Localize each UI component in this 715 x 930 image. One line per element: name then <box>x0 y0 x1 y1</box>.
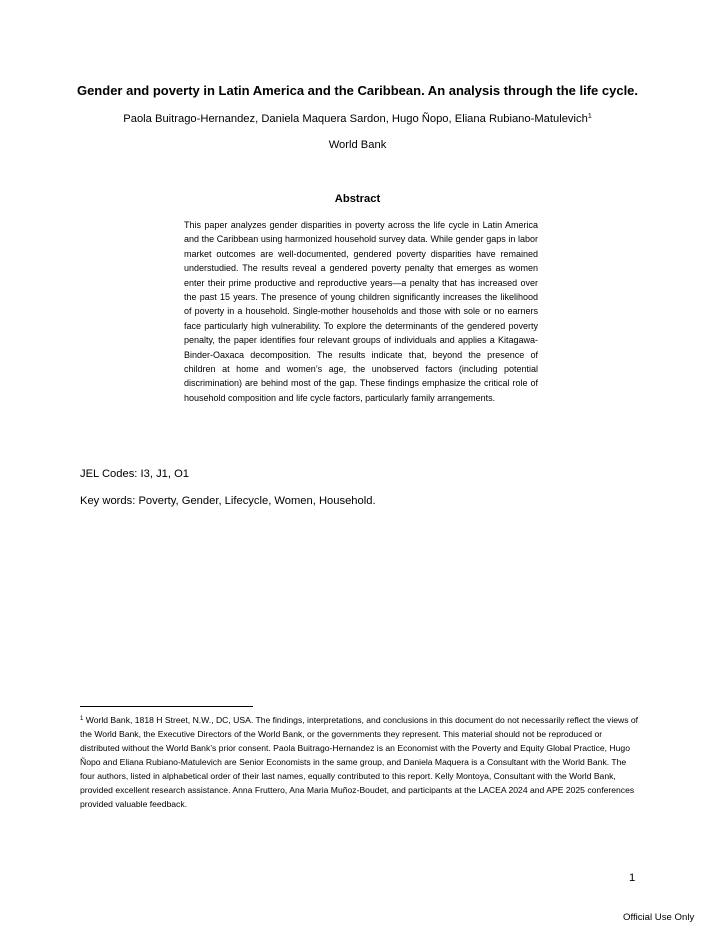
author-list <box>0 111 715 127</box>
author-footnote-marker: 1 <box>587 113 592 120</box>
footnote-text: World Bank, 1818 H Street, N.W., DC, USA. The findings, interpretations, and conclusions in this document do not necessarily reflect the views of the World Bank, the Executive Directors of the World Bank, or the governments they represent. This material should not be reproduced or distributed without the World Bank’s prior consent. Paola Buitrago-Hernandez is an Economist with the Poverty and Equity Global Practice, Hugo Ñopo and Eliana Rubiano-Matulevich are Senior Economists in the same group, and Daniela Maquera is a Consultant with the World Bank. The four authors, listed in alphabetical order of their last names, equally contributed to this report. Kelly Montoya, Consultant with the World Bank, provided excellent research assistance. Anna Fruttero, Ana Maria Muñoz-Boudet, and participants at the LACEA 2024 and APE 2025 conferences provided valuable feedback. <box>80 715 639 809</box>
abstract-text: This paper analyzes gender disparities in poverty across the life cycle in Latin America and the Caribbean using harmonized household survey data. While gender gaps in labor market outcomes are well-documented, gendered poverty disparities have remained understudied. The results reveal a gendered poverty penalty that emerges as women enter their prime productive and reproductive years—a penalty that has increased over the past 15 years. The presence of young children significantly increases the likelihood of poverty in a household. Single-mother households and those with sole or no earners face particularly high vulnerability. To explore the determinants of the gendered poverty penalty, the paper identifies four relevant groups of individuals and applies a Kitagawa-Binder-Oaxaca decomposition. The results indicate that, beyond the presence of children at home and women’s age, the unobserved factors (including potential discrimination) are behind most of the gap. These findings emphasize the critical role of household composition and life cycle factors, particularly family arrangements. <box>184 220 538 403</box>
classification-label: Official Use Only <box>623 912 695 923</box>
page-number: 1 <box>629 872 636 884</box>
authors-text: Paola Buitrago-Hernandez, Daniela Maquera Sardon, Hugo Ñopo, Eliana Rubiano-Matulevich <box>123 113 588 125</box>
paper-title: Gender and poverty in Latin America and the Caribbean. An analysis through the life cycle. <box>76 83 639 98</box>
jel-codes: JEL Codes: I3, J1, O1 <box>80 468 190 480</box>
affiliation: World Bank <box>328 139 387 151</box>
abstract-heading: Abstract <box>334 193 381 205</box>
keywords: Key words: Poverty, Gender, Lifecycle, Women, Household. <box>80 495 376 507</box>
footnote <box>80 713 642 811</box>
footnote-divider <box>80 706 253 707</box>
footnote-marker: 1 <box>80 716 84 722</box>
